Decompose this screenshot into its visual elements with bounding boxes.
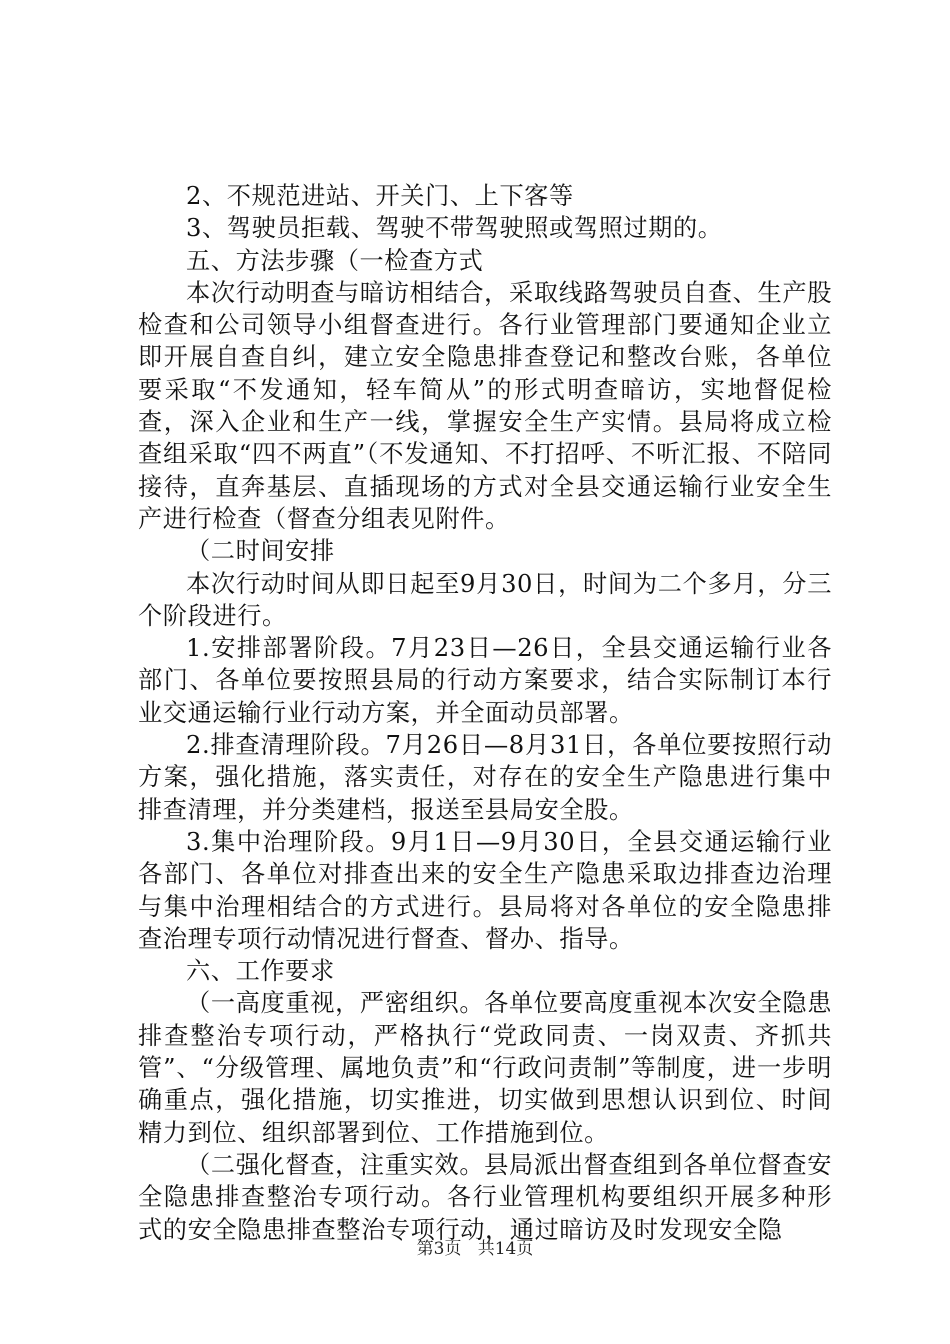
paragraph-inspection-method: 本次行动明查与暗访相结合，采取线路驾驶员自查、生产股检查和公司领导小组督查进行。各行业管理部门要通知企业立即开展自查自纠，建立安全隐患排查登记和整改台账，各单位要采取“不发通知，轻车简从”的形式明查暗访，实地督促检查，深入企业和生产一线，掌握安全生产实情。县局将成立检查组采取“四不两直”（不发通知、不打招呼、不听汇报、不陪同接待，直奔基层、直插现场的方式对全县交通运输行业安全生产进行检查（督查分组表见附件。 (138, 278, 832, 533)
paragraph-requirement-2: （二强化督查，注重实效。县局派出督查组到各单位督查安全隐患排查整治专项行动。各行业管理机构要组织开展多种形式的安全隐患排查整治专项行动，通过暗访及时发现安全隐 (138, 1150, 832, 1244)
document-body (138, 180, 832, 1246)
subheading-schedule: （二时间安排 (186, 537, 335, 566)
page-footer (0, 1238, 950, 1260)
section-heading-methods: 五、方法步骤（一检查方式 (186, 246, 484, 275)
page-spacer (467, 1239, 472, 1259)
paragraph-schedule: 本次行动时间从即日起至9月30日，时间为二个多月，分三个阶段进行。 (138, 569, 832, 630)
paragraph-stage-3: 3.集中治理阶段。9月1日—9月30日，全县交通运输行业各部门、各单位对排查出来的安全生产隐患采取边排查边治理与集中治理相结合的方式进行。县局将对各单位的安全隐患排查治理专项行动情况进行督查、督办、指导。 (138, 827, 832, 953)
paragraph-requirement-1: （一高度重视，严密组织。各单位要高度重视本次安全隐患排查整治专项行动，严格执行“党政同责、一岗双责、齐抓共管”、“分级管理、属地负责”和“行政问责制”等制度，进一步明确重点，强化措施，切实推进，切实做到思想认识到位、时间精力到位、组织部署到位、工作措施到位。 (138, 989, 832, 1147)
page-number: 第3页 (416, 1239, 462, 1259)
paragraph-stage-2: 2.排查清理阶段。7月26日—8月31日，各单位要按照行动方案，强化措施，落实责任，对存在的安全生产隐患进行集中排查清理，并分类建档，报送至县局安全股。 (138, 731, 832, 824)
paragraph-item-3: 3、驾驶员拒载、驾驶不带驾驶照或驾照过期的。 (186, 214, 723, 243)
page-total: 共14页 (477, 1239, 534, 1259)
paragraph-item-2: 2、不规范进站、开关门、上下客等 (186, 182, 574, 210)
paragraph-stage-1: 1.安排部署阶段。7月23日—26日，全县交通运输行业各部门、各单位要按照县局的行动方案要求，结合实际制订本行业交通运输行业行动方案，并全面动员部署。 (138, 634, 832, 727)
section-heading-requirements: 六、工作要求 (186, 957, 335, 986)
